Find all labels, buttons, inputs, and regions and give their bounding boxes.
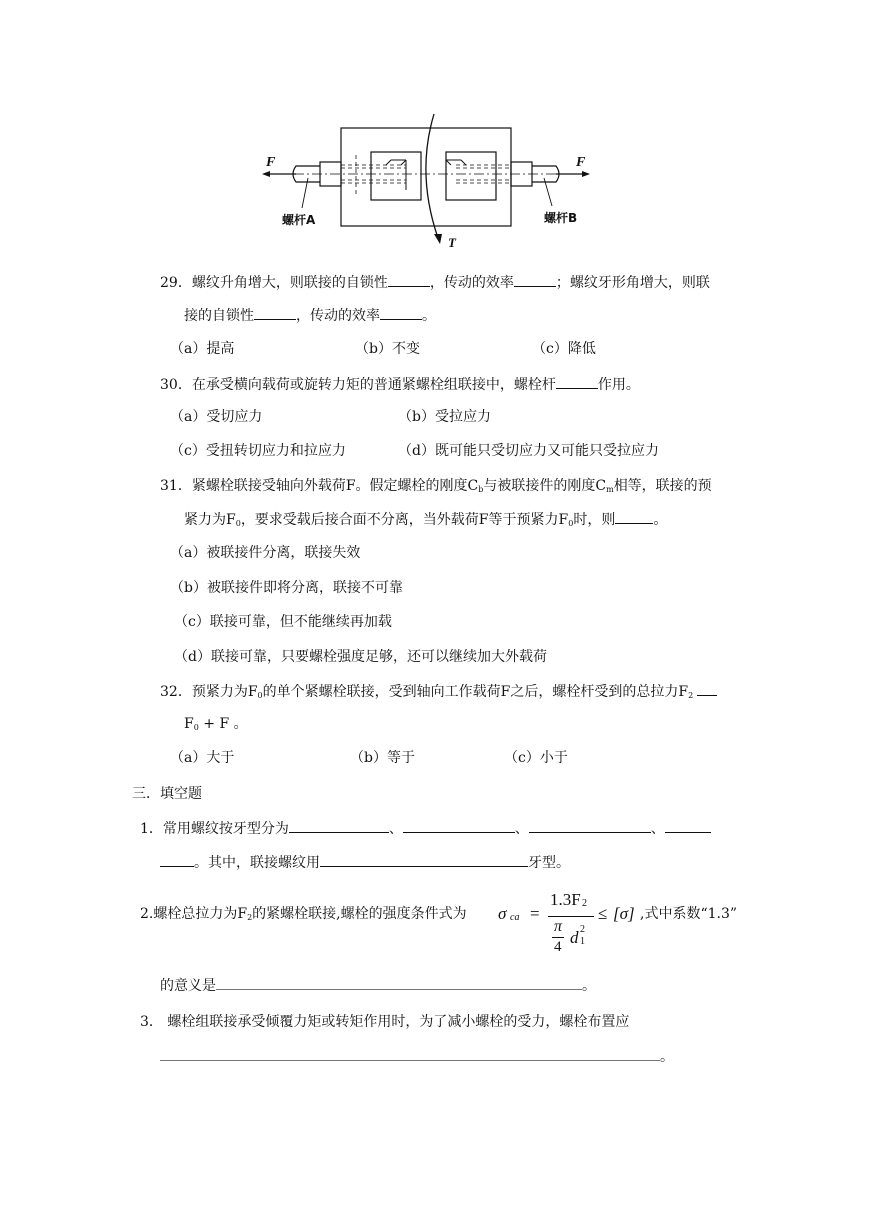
f2-text: 的意义是 bbox=[160, 978, 216, 994]
q32-text: F bbox=[184, 716, 194, 732]
q29-blank2[interactable] bbox=[514, 272, 556, 287]
q32-text: 的单个紧螺栓联接，受到轴向工作载荷F之后，螺栓杆受到的总拉力F bbox=[262, 684, 689, 700]
section-title: 三．填空题 bbox=[132, 786, 202, 802]
formula-pi: π bbox=[554, 918, 563, 935]
label-bolt-a: 螺杆A bbox=[282, 213, 316, 227]
q29-text: ；螺纹牙形角增大，则联 bbox=[555, 275, 710, 291]
formula-d-sup: 2 bbox=[580, 924, 585, 935]
f3-line2 bbox=[160, 1046, 674, 1067]
f2-text: 。 bbox=[582, 978, 596, 994]
f1-blank1[interactable] bbox=[289, 818, 389, 833]
q29-blank4[interactable] bbox=[380, 305, 422, 320]
q29-text: 29．螺纹升角增大，则联接的自锁性 bbox=[160, 275, 388, 291]
q29-text: 接的自锁性 bbox=[184, 308, 254, 324]
q32-subscript: 2 bbox=[688, 691, 694, 700]
q30-option-c[interactable]: （c）受扭转切应力和拉应力 bbox=[170, 443, 346, 459]
f3-blank[interactable] bbox=[160, 1046, 660, 1061]
f1-blank4[interactable] bbox=[665, 818, 711, 833]
q29-text: ，传动的效率 bbox=[429, 275, 514, 291]
q29-text: 。 bbox=[422, 308, 436, 324]
q31-subscript: 0 bbox=[235, 519, 241, 528]
q31-text: ，要求受载后接合面不分离，当外载荷F等于预紧力F bbox=[240, 512, 569, 528]
q30-line1 bbox=[160, 374, 640, 395]
q31-text: 相等，联接的预 bbox=[613, 478, 712, 494]
f1-text: 牙型。 bbox=[528, 855, 570, 871]
f2-line1a bbox=[140, 904, 467, 928]
q31-text: 。 bbox=[653, 512, 668, 528]
q31-text: 时，则 bbox=[573, 512, 616, 528]
label-f-left: F bbox=[266, 155, 276, 170]
f1-blank3[interactable] bbox=[529, 818, 651, 833]
q29-text: ，传动的效率 bbox=[296, 308, 380, 324]
f1-text: 、 bbox=[650, 821, 665, 837]
label-f-right: F bbox=[576, 155, 586, 170]
left-nut bbox=[371, 152, 421, 200]
q29-line2 bbox=[184, 305, 436, 326]
q31-option-d[interactable]: （d）联接可靠，只要螺栓强度足够，还可以继续加大外载荷 bbox=[174, 649, 547, 665]
f1-text: 、 bbox=[514, 821, 529, 837]
f1-line1 bbox=[140, 818, 711, 839]
q31-option-c[interactable]: （c）联接可靠，但不能继续再加载 bbox=[174, 614, 392, 630]
formula-sigma-sub: ca bbox=[510, 912, 520, 923]
f3-text: 。 bbox=[660, 1049, 674, 1065]
formula-le: ≤ bbox=[598, 904, 608, 923]
formula-d-sub: 1 bbox=[580, 936, 585, 947]
q32-option-b[interactable]: （b）等于 bbox=[350, 750, 415, 766]
f1-blank5[interactable] bbox=[160, 852, 194, 867]
q31-text: 31．紧螺栓联接受轴向外载荷F。假定螺栓的刚度C bbox=[160, 478, 479, 494]
f2-text: 2.螺栓总拉力为F bbox=[140, 906, 248, 922]
f2-text: 的紧螺栓联接,螺栓的强度条件式为 bbox=[252, 906, 467, 922]
formula-fraction-bar bbox=[548, 916, 594, 917]
q31-line1 bbox=[160, 476, 712, 500]
q31-line2 bbox=[184, 509, 667, 534]
f2-line2 bbox=[160, 975, 596, 996]
f2-blank[interactable] bbox=[216, 975, 582, 990]
formula-equals: = bbox=[530, 904, 540, 923]
label-bolt-b: 螺杆B bbox=[544, 211, 578, 225]
q31-blank[interactable] bbox=[615, 509, 653, 524]
formula-numerator: 1.3F bbox=[550, 890, 581, 909]
q32-option-a[interactable]: （a）大于 bbox=[170, 750, 235, 766]
strength-formula bbox=[498, 890, 648, 960]
formula-four: 4 bbox=[554, 939, 562, 955]
q32-line1 bbox=[160, 681, 717, 706]
q30-option-d[interactable]: （d）既可能只受切应力又可能只受拉应力 bbox=[398, 443, 659, 459]
q30-text: 30．在承受横向载荷或旋转力矩的普通紧螺栓组联接中，螺栓杆 bbox=[160, 377, 556, 393]
q31-option-a[interactable]: （a）被联接件分离，联接失效 bbox=[170, 545, 361, 561]
q31-subscript: b bbox=[478, 485, 484, 494]
q29-blank1[interactable] bbox=[388, 272, 430, 287]
q29-option-b[interactable]: （b）不变 bbox=[355, 341, 420, 357]
f1-line2 bbox=[160, 852, 570, 873]
f1-text: 。其中，联接螺纹用 bbox=[194, 855, 320, 871]
f1-text: 、 bbox=[388, 821, 403, 837]
f1-text: 1．常用螺纹按牙型分为 bbox=[140, 821, 289, 837]
q30-option-b[interactable]: （b）受拉应力 bbox=[398, 409, 491, 425]
q30-option-a[interactable]: （a）受切应力 bbox=[170, 409, 263, 425]
torque-arc bbox=[426, 114, 438, 238]
q32-option-c[interactable]: （c）小于 bbox=[504, 750, 568, 766]
f1-blank6[interactable] bbox=[320, 852, 528, 867]
q31-option-b[interactable]: （b）被联接件即将分离，联接不可靠 bbox=[170, 580, 403, 596]
f2-subscript: 2 bbox=[247, 913, 253, 922]
right-nut bbox=[446, 152, 496, 200]
q32-text: 32．预紧力为F bbox=[160, 684, 258, 700]
formula-sigma: σ bbox=[498, 904, 507, 923]
q29-line1 bbox=[160, 272, 710, 293]
q32-blank[interactable] bbox=[697, 681, 717, 696]
q32-line2 bbox=[184, 714, 248, 738]
f3-line1: 3． 螺栓组联接承受倾覆力矩或转矩作用时，为了减小螺栓的受力，螺栓布置应 bbox=[140, 1014, 630, 1030]
f2-line1c: ,式中系数“1.3” bbox=[640, 906, 738, 922]
q29-option-c[interactable]: （c）降低 bbox=[532, 341, 596, 357]
q32-text: + F 。 bbox=[198, 716, 248, 732]
f1-blank2[interactable] bbox=[403, 818, 515, 833]
q30-text: 作用。 bbox=[597, 377, 640, 393]
q31-text: 与被联接件的刚度C bbox=[483, 478, 607, 494]
q32-subscript: 0 bbox=[257, 691, 263, 700]
q29-option-a[interactable]: （a）提高 bbox=[170, 341, 235, 357]
q32-subscript: 0 bbox=[193, 723, 199, 732]
formula-pi-bar bbox=[552, 937, 564, 938]
q30-blank[interactable] bbox=[556, 374, 598, 389]
q31-text: 紧力为F bbox=[184, 512, 236, 528]
formula-rhs: [σ] bbox=[613, 904, 635, 923]
q29-blank3[interactable] bbox=[254, 305, 296, 320]
q31-subscript: m bbox=[606, 485, 614, 494]
turnbuckle-figure bbox=[256, 110, 596, 258]
label-t: T bbox=[448, 235, 456, 250]
formula-num-sub: 2 bbox=[582, 898, 587, 909]
q31-subscript: 0 bbox=[568, 519, 574, 528]
formula-d: d bbox=[570, 928, 579, 947]
